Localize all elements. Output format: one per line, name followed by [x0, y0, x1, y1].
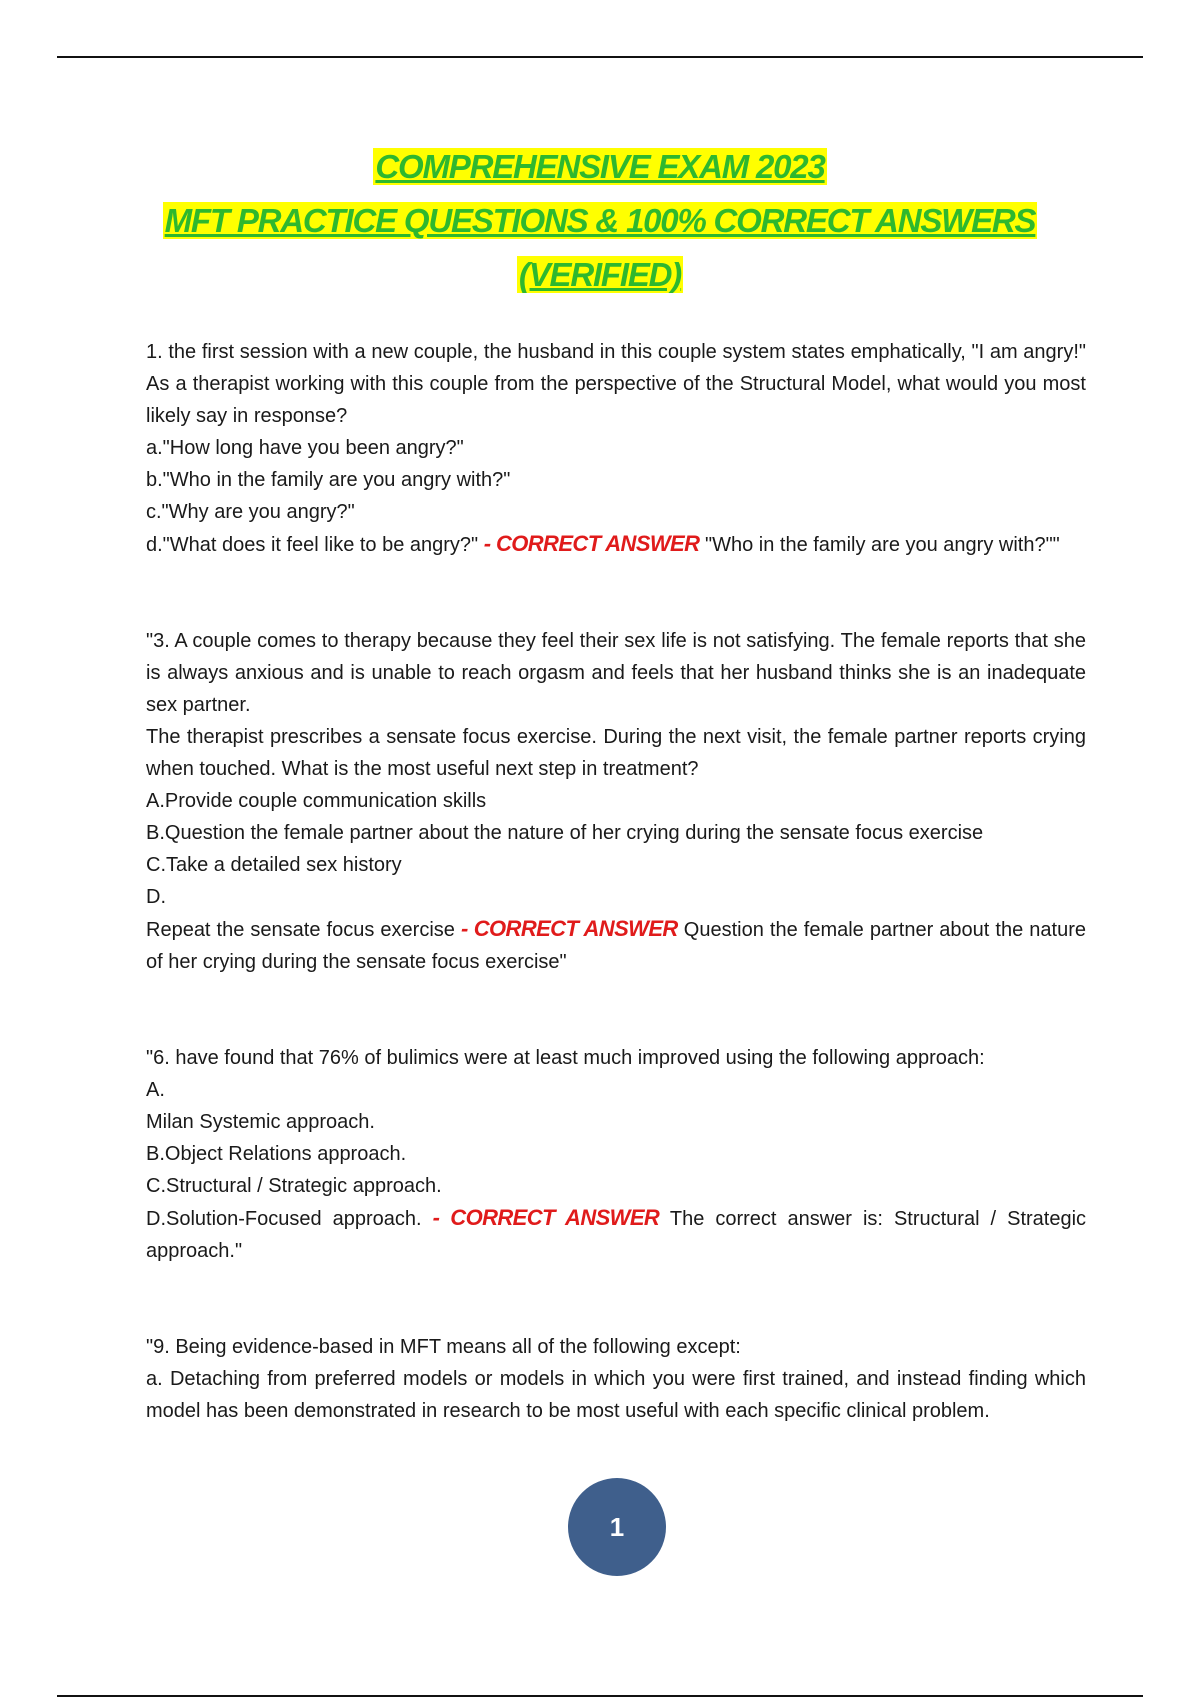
question-6-option-d-text: D.Solution-Focused approach. [146, 1208, 422, 1230]
question-list [146, 336, 1086, 1459]
footer-rule [57, 1695, 1143, 1697]
question-1-option-b: b."Who in the family are you angry with?" [146, 469, 511, 491]
correct-answer-label: - CORRECT ANSWER [432, 1205, 660, 1230]
page-number: 1 [609, 1511, 625, 1542]
question-3-answer: Question the female partner about the nature of her crying during the sensate focus exercise" [146, 919, 1087, 973]
title-line-3: (VERIFIED) [518, 256, 682, 293]
question-3-option-c: C.Take a detailed sex history [146, 854, 402, 876]
question-6-stem: "6. have found that 76% of bulimics were at least much improved using the following approach: [146, 1047, 985, 1069]
correct-answer-label: - CORRECT ANSWER [483, 531, 700, 556]
question-6-option-a-label: A. [146, 1079, 165, 1101]
question-1-option-d [146, 528, 1086, 561]
question-1-option-c: c."Why are you angry?" [146, 501, 355, 523]
question-3 [146, 625, 1086, 978]
question-3-option-a: A.Provide couple communication skills [146, 790, 487, 812]
question-1-option-d-text: d."What does it feel like to be angry?" [146, 534, 479, 556]
title-line-2: MFT PRACTICE QUESTIONS & 100% CORRECT ANSWERS [164, 202, 1036, 239]
header-rule [57, 56, 1143, 58]
title-line-1: COMPREHENSIVE EXAM 2023 [375, 148, 825, 185]
question-1-option-a: a."How long have you been angry?" [146, 437, 464, 459]
question-6-option-b: B.Object Relations approach. [146, 1143, 407, 1165]
question-6-option-c: C.Structural / Strategic approach. [146, 1175, 442, 1197]
question-9-stem: "9. Being evidence-based in MFT means all of the following except: [146, 1336, 741, 1358]
correct-answer-label: - CORRECT ANSWER [460, 916, 678, 941]
question-9 [146, 1331, 1086, 1427]
question-3-option-d-label: D. [146, 886, 166, 908]
document-title [0, 145, 1200, 307]
question-6-answer: The correct answer is: Structural / Strategic approach." [146, 1208, 1087, 1262]
question-9-option-a: a. Detaching from preferred models or models in which you were first trained, and instead finding which model has been demonstrated in research to be most useful with each specific clinical problem. [146, 1368, 1086, 1422]
question-6 [146, 1042, 1086, 1267]
question-1-answer: "Who in the family are you angry with?"" [704, 534, 1060, 556]
question-3-option-d-text: Repeat the sensate focus exercise [146, 919, 455, 941]
page-number-badge [568, 1478, 666, 1576]
question-3-stem-2: The therapist prescribes a sensate focus exercise. During the next visit, the female partner reports crying when touched. What is the most useful next step in treatment? [146, 726, 1086, 780]
question-3-option-b: B.Question the female partner about the nature of her crying during the sensate focus exercise [146, 822, 984, 844]
question-6-option-d [146, 1202, 1086, 1267]
question-1 [146, 336, 1086, 561]
question-3-option-d [146, 913, 1086, 978]
question-1-stem: 1. the first session with a new couple, the husband in this couple system states emphatically, "I am angry!" As a therapist working with this couple from the perspective of the Structural Model, what would you most likely say in response? [146, 341, 1086, 427]
question-3-stem-1: "3. A couple comes to therapy because they feel their sex life is not satisfying. The female reports that she is always anxious and is unable to reach orgasm and feels that her husband thinks she is an inadequate sex partner. [146, 630, 1086, 716]
question-6-option-a: Milan Systemic approach. [146, 1111, 375, 1133]
